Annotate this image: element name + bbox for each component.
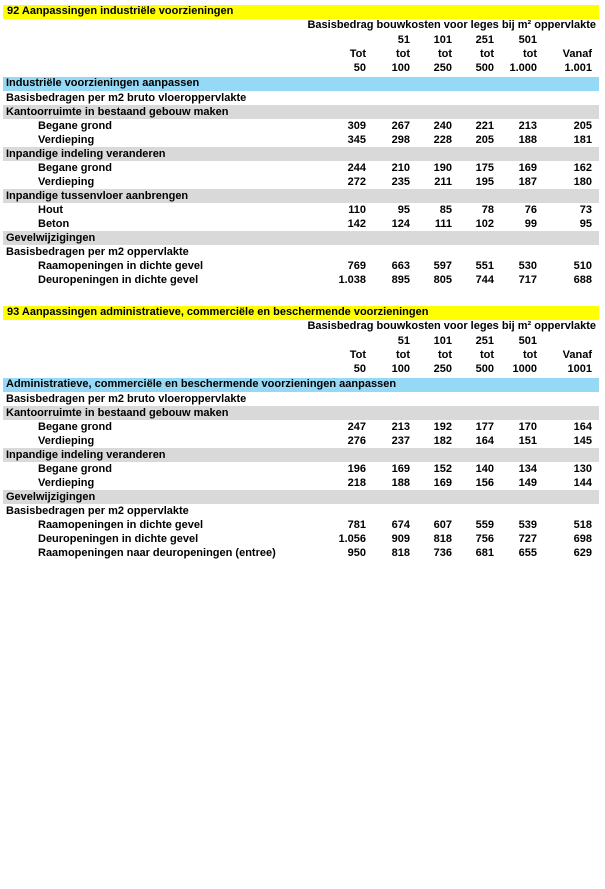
cell-value: 818 <box>391 546 410 559</box>
column-header-cell: 51 <box>397 334 410 347</box>
row-label: Beton <box>38 217 70 230</box>
column-header-cell: 500 <box>475 362 494 375</box>
cell-value: 744 <box>475 273 494 286</box>
cell-value: 681 <box>475 546 494 559</box>
row-label: Basisbedragen per m2 oppervlakte <box>6 504 189 517</box>
row-label: Begane grond <box>38 119 112 132</box>
column-header-cell: Vanaf <box>562 348 592 361</box>
cell-value: 110 <box>348 203 366 216</box>
group-row <box>3 448 599 462</box>
cell-value: 151 <box>518 434 537 447</box>
subheading-row <box>3 91 599 105</box>
column-header-cell: 250 <box>433 61 452 74</box>
column-header-cell: tot <box>479 47 494 60</box>
cell-value: 237 <box>391 434 410 447</box>
cell-value: 205 <box>573 119 592 132</box>
cell-value: 177 <box>475 420 494 433</box>
group-row <box>3 231 599 245</box>
value-row <box>3 546 599 560</box>
value-row <box>3 119 599 133</box>
column-header-cell: 50 <box>353 61 366 74</box>
category-band: Administratieve, commerciële en beschermende voorzieningen aanpassen <box>3 378 599 392</box>
section-title: 93 Aanpassingen administratieve, commerciële en beschermende voorzieningen <box>3 306 599 320</box>
cell-value: 164 <box>573 420 592 433</box>
value-row <box>3 420 599 434</box>
column-header-cell: 501 <box>518 33 537 46</box>
column-header-row <box>3 362 599 376</box>
subheading-row <box>3 392 599 406</box>
cell-value: 213 <box>518 119 537 132</box>
cell-value: 142 <box>347 217 366 230</box>
row-label: Begane grond <box>38 420 112 433</box>
cell-value: 111 <box>434 217 452 230</box>
column-header-cell: tot <box>437 47 452 60</box>
cell-value: 182 <box>433 434 452 447</box>
column-header-row <box>3 61 599 75</box>
cell-value: 235 <box>391 175 410 188</box>
cell-value: 210 <box>391 161 410 174</box>
cell-value: 73 <box>579 203 592 216</box>
cell-value: 99 <box>524 217 537 230</box>
group-row <box>3 105 599 119</box>
column-header-cell: tot <box>479 348 494 361</box>
cell-value: 276 <box>347 434 366 447</box>
column-header-cell: 251 <box>475 33 494 46</box>
cell-value: 169 <box>391 462 410 475</box>
column-header-cell: 1.000 <box>509 61 537 74</box>
cell-value: 909 <box>391 532 410 545</box>
column-header-cell: 51 <box>397 33 410 46</box>
cell-value: 1.038 <box>338 273 366 286</box>
cell-value: 597 <box>433 259 452 272</box>
subheading-row <box>3 504 599 518</box>
cell-value: 175 <box>475 161 494 174</box>
row-label: Verdieping <box>38 175 95 188</box>
column-header-cell: 501 <box>518 334 537 347</box>
cell-value: 145 <box>573 434 592 447</box>
cell-value: 736 <box>433 546 452 559</box>
column-header-cell: 1.001 <box>564 61 592 74</box>
column-header-cell: 100 <box>391 61 410 74</box>
column-header-cell: Vanaf <box>562 47 592 60</box>
column-header-cell: tot <box>437 348 452 361</box>
row-label: Basisbedragen per m2 bruto vloeroppervlakte <box>6 91 247 104</box>
row-label: Hout <box>38 203 64 216</box>
group-row <box>3 490 599 504</box>
cell-value: 309 <box>347 119 366 132</box>
cell-value: 95 <box>397 203 410 216</box>
cell-value: 149 <box>518 476 537 489</box>
column-header-cell: tot <box>395 348 410 361</box>
row-label: Gevelwijzigingen <box>6 490 96 503</box>
row-label: Inpandige indeling veranderen <box>6 448 166 461</box>
cell-value: 192 <box>433 420 452 433</box>
value-row <box>3 273 599 287</box>
cell-value: 698 <box>573 532 592 545</box>
row-label: Raamopeningen naar deuropeningen (entree) <box>38 546 276 559</box>
column-header-cell: 50 <box>353 362 366 375</box>
column-header-cell: Tot <box>349 348 366 361</box>
row-label: Begane grond <box>38 161 112 174</box>
cell-value: 950 <box>347 546 366 559</box>
cell-value: 124 <box>391 217 410 230</box>
cell-value: 228 <box>433 133 452 146</box>
cell-value: 345 <box>347 133 366 146</box>
row-label: Gevelwijzigingen <box>6 231 96 244</box>
row-label: Kantoorruimte in bestaand gebouw maken <box>6 406 229 419</box>
cell-value: 717 <box>518 273 537 286</box>
cell-value: 272 <box>347 175 366 188</box>
column-header-row <box>3 47 599 61</box>
cell-value: 663 <box>391 259 410 272</box>
cell-value: 195 <box>475 175 494 188</box>
section-93 <box>3 306 599 560</box>
group-row <box>3 147 599 161</box>
cell-value: 76 <box>524 203 537 216</box>
cell-value: 688 <box>573 273 592 286</box>
column-header-cell: Tot <box>349 47 366 60</box>
cell-value: 180 <box>573 175 592 188</box>
cell-value: 607 <box>433 518 452 531</box>
cell-value: 267 <box>391 119 410 132</box>
cell-value: 169 <box>433 476 452 489</box>
column-header-cell: 500 <box>475 61 494 74</box>
cell-value: 211 <box>434 175 452 188</box>
cell-value: 518 <box>573 518 592 531</box>
value-row <box>3 133 599 147</box>
row-label: Verdieping <box>38 476 95 489</box>
cell-value: 102 <box>475 217 494 230</box>
row-label: Raamopeningen in dichte gevel <box>38 259 204 272</box>
cell-value: 247 <box>347 420 366 433</box>
column-header-cell: tot <box>522 348 537 361</box>
cell-value: 244 <box>347 161 366 174</box>
column-header-cell: tot <box>395 47 410 60</box>
cell-value: 298 <box>391 133 410 146</box>
cell-value: 188 <box>518 133 537 146</box>
value-row <box>3 518 599 532</box>
cell-value: 144 <box>573 476 592 489</box>
column-header-cell: 101 <box>433 33 452 46</box>
group-row <box>3 189 599 203</box>
section-title: 92 Aanpassingen industriële voorzieningen <box>3 5 599 19</box>
cell-value: 240 <box>433 119 452 132</box>
value-row <box>3 259 599 273</box>
column-header-row <box>3 33 599 47</box>
cell-value: 218 <box>347 476 366 489</box>
cell-value: 805 <box>433 273 452 286</box>
cell-value: 78 <box>481 203 494 216</box>
column-header-row <box>3 334 599 348</box>
subheading-row <box>3 245 599 259</box>
cell-value: 164 <box>475 434 494 447</box>
cell-value: 1.056 <box>338 532 366 545</box>
column-header-cell: 1001 <box>567 362 592 375</box>
cell-value: 134 <box>518 462 537 475</box>
row-label: Deuropeningen in dichte gevel <box>38 532 199 545</box>
fee-table-document <box>3 5 599 560</box>
column-header-cell: 250 <box>433 362 452 375</box>
cell-value: 769 <box>347 259 366 272</box>
row-label: Basisbedragen per m2 oppervlakte <box>6 245 189 258</box>
value-row <box>3 476 599 490</box>
value-row <box>3 217 599 231</box>
row-label: Verdieping <box>38 133 95 146</box>
section-92 <box>3 5 599 287</box>
value-row <box>3 532 599 546</box>
cell-value: 187 <box>518 175 537 188</box>
row-label: Inpandige tussenvloer aanbrengen <box>6 189 189 202</box>
cell-value: 95 <box>579 217 592 230</box>
cell-value: 781 <box>347 518 366 531</box>
row-label: Raamopeningen in dichte gevel <box>38 518 204 531</box>
cell-value: 629 <box>573 546 592 559</box>
cell-value: 213 <box>391 420 410 433</box>
row-label: Inpandige indeling veranderen <box>6 147 166 160</box>
column-header-cell: 251 <box>475 334 494 347</box>
group-row <box>3 406 599 420</box>
cell-value: 152 <box>433 462 452 475</box>
row-label: Begane grond <box>38 462 112 475</box>
column-header-cell: 101 <box>433 334 452 347</box>
cell-value: 530 <box>518 259 537 272</box>
row-label: Kantoorruimte in bestaand gebouw maken <box>6 105 229 118</box>
column-header-row <box>3 348 599 362</box>
cell-value: 188 <box>391 476 410 489</box>
cell-value: 85 <box>439 203 452 216</box>
cell-value: 140 <box>475 462 494 475</box>
cell-value: 156 <box>475 476 494 489</box>
cell-value: 551 <box>475 259 494 272</box>
cell-value: 190 <box>433 161 452 174</box>
cell-value: 674 <box>391 518 410 531</box>
cell-value: 895 <box>391 273 410 286</box>
column-header-cell: tot <box>522 47 537 60</box>
cell-value: 756 <box>475 532 494 545</box>
value-row <box>3 203 599 217</box>
cell-value: 655 <box>518 546 537 559</box>
cell-value: 130 <box>573 462 592 475</box>
cell-value: 818 <box>433 532 452 545</box>
cell-value: 727 <box>518 532 537 545</box>
columns-group-title: Basisbedrag bouwkosten voor leges bij m² oppervlakte <box>307 320 596 332</box>
column-header-cell: 1000 <box>512 362 537 375</box>
value-row <box>3 462 599 476</box>
value-row <box>3 175 599 189</box>
column-header-cell: 100 <box>391 362 410 375</box>
value-row <box>3 434 599 448</box>
row-label: Verdieping <box>38 434 95 447</box>
cell-value: 221 <box>475 119 494 132</box>
row-label: Basisbedragen per m2 bruto vloeroppervlakte <box>6 392 247 405</box>
row-label: Deuropeningen in dichte gevel <box>38 273 199 286</box>
category-band: Industriële voorzieningen aanpassen <box>3 77 599 91</box>
cell-value: 196 <box>347 462 366 475</box>
cell-value: 170 <box>518 420 537 433</box>
value-row <box>3 161 599 175</box>
cell-value: 162 <box>573 161 592 174</box>
cell-value: 559 <box>475 518 494 531</box>
columns-group-title: Basisbedrag bouwkosten voor leges bij m² oppervlakte <box>307 19 596 31</box>
cell-value: 181 <box>573 133 592 146</box>
cell-value: 205 <box>475 133 494 146</box>
cell-value: 510 <box>573 259 592 272</box>
cell-value: 539 <box>518 518 537 531</box>
cell-value: 169 <box>518 161 537 174</box>
